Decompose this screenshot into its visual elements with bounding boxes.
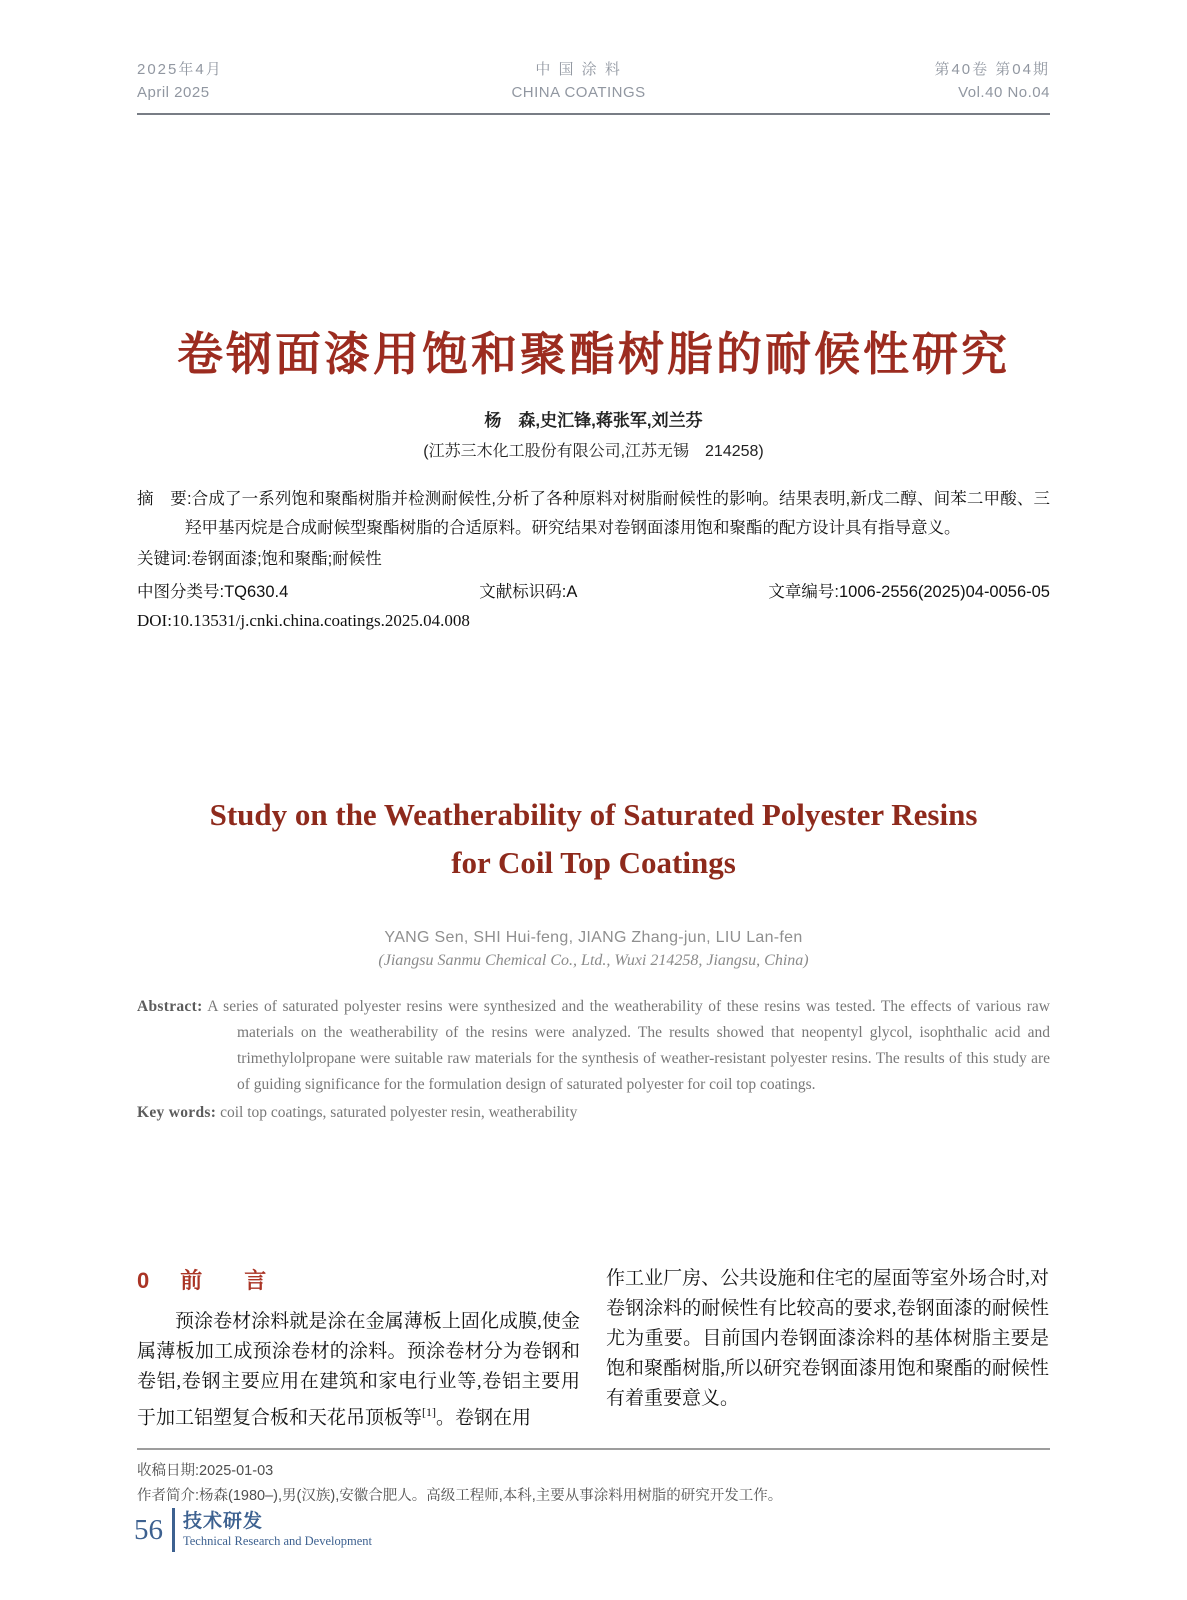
intro-left-text: 预涂卷材涂料就是涂在金属薄板上固化成膜,使金属薄板加工成预涂卷材的涂料。预涂卷材分为卷钢和卷铝,卷钢主要应用在建筑和家电行业等,卷铝主要用于加工铝塑复合板和天花吊顶板等 [137,1311,580,1429]
header-issue-date [137,58,223,104]
keywords-zh [137,545,1050,574]
abstract-zh [137,485,1050,543]
authors-en: YANG Sen, SHI Hui-feng, JIANG Zhang-jun, LIU Lan-fen [384,929,803,947]
article-title-en [137,791,1050,887]
volume-issue-zh: 第40卷 第04期 [934,61,1050,78]
received-date-label: 收稿日期: [137,1462,200,1479]
journal-header [137,58,1050,115]
footer-column-en: Technical Research and Development [183,1534,372,1548]
intro-paragraph-right: 作工业厂房、公共设施和住宅的屋面等室外场合时,对卷钢涂料的耐候性有比较高的要求,卷钢面漆的耐候性尤为重要。目前国内卷钢面漆涂料的基体树脂主要是饱和聚酯树脂,所以研究卷钢面漆用饱和聚酯的耐候性有着重要意义。 [606,1268,1049,1410]
clc-number [137,579,288,605]
volume-issue-en: Vol.40 No.04 [958,84,1050,101]
abstract-zh-label: 摘 要: [137,490,192,509]
keywords-zh-label: 关键词: [137,550,192,569]
article-title-en-line2: for Coil Top Coatings [451,845,736,881]
article-title-en-line1: Study on the Weatherability of Saturated Polyester Resins [209,797,978,833]
received-date-value: 2025-01-03 [199,1462,274,1479]
header-journal-name [511,58,645,104]
issue-date-zh: 2025年4月 [137,61,223,78]
section-0-title: 前 言 [180,1268,277,1294]
article-id [768,579,1050,605]
author-bio-text: 杨森(1980–),男(汉族),安徽合肥人。高级工程师,本科,主要从事涂料用树脂的研究开发工作。 [199,1487,783,1504]
abstract-en [137,994,1050,1098]
abstract-zh-text: 合成了一系列饱和聚酯树脂并检测耐候性,分析了各种原料对树脂耐候性的影响。结果表明,新戊二醇、间苯二甲酸、三羟甲基丙烷是合成耐候型聚酯树脂的合适原料。研究结果对卷钢面漆用饱和聚酯的配方设计具有指导意义。 [185,490,1050,538]
intro-left-tail: 。卷钢在用 [436,1407,532,1429]
clc-value: TQ630.4 [224,583,289,602]
section-0-heading [137,1264,580,1295]
journal-name-en: CHINA COATINGS [511,84,646,101]
affiliation-zh: (江苏三木化工股份有限公司,江苏无锡 214258) [423,443,764,461]
classification-row [137,579,1050,605]
clc-label: 中图分类号: [137,583,225,602]
citation-marker: [1] [422,1405,437,1420]
document-code-label: 文献标识码: [479,583,567,602]
footer-column-zh: 技术研发 [183,1511,264,1532]
journal-name-zh: 中 国 涂 料 [535,61,622,78]
article-title-zh: 卷钢面漆用饱和聚酯树脂的耐候性研究 [177,328,1010,380]
article-id-label: 文章编号: [768,583,839,602]
document-code-value: A [566,583,578,602]
document-code [479,579,577,605]
page-footer [134,1508,372,1552]
author-bio-label: 作者简介: [137,1487,200,1504]
first-page-footnote [137,1448,1050,1509]
abstract-en-label: Abstract: [137,998,203,1016]
abstract-en-text: A series of saturated polyester resins were synthesized and the weatherability of these resins was tested. The effects of various raw materials on the weatherability of the resins were analyzed. The results showed that neopentyl glycol, isophthalic acid and trimethylolpropane were suitable raw materials for the synthesis of weather-resistant polyester resins. The results of this study are of guiding significance for the formulation design of saturated polyester for coil top coatings. [207,998,1050,1094]
received-date-line [137,1459,1050,1484]
intro-columns [137,1264,1050,1433]
intro-column-left [137,1264,580,1433]
keywords-en-label: Key words: [137,1104,217,1122]
footer-divider [172,1508,175,1552]
keywords-zh-text: 卷钢面漆;饱和聚酯;耐候性 [191,550,382,569]
issue-date-en: April 2025 [137,84,210,101]
footer-column-name [183,1511,372,1549]
keywords-en-text: coil top coatings, saturated polyester resin, weatherability [220,1104,578,1122]
intro-paragraph-left [137,1307,580,1433]
affiliation-en: (Jiangsu Sanmu Chemical Co., Ltd., Wuxi 214258, Jiangsu, China) [378,952,809,970]
intro-column-right [606,1264,1049,1433]
article-id-value: 1006-2556(2025)04-0056-05 [838,583,1050,602]
author-bio-line [137,1484,1050,1509]
section-0-number: 0 [137,1268,151,1294]
keywords-en [137,1100,1050,1126]
header-volume-issue [934,58,1050,104]
doi: DOI:10.13531/j.cnki.china.coatings.2025.04.008 [137,611,470,631]
authors-zh: 杨 森,史汇锋,蒋张军,刘兰芬 [484,411,703,431]
page-number: 56 [134,1513,163,1546]
